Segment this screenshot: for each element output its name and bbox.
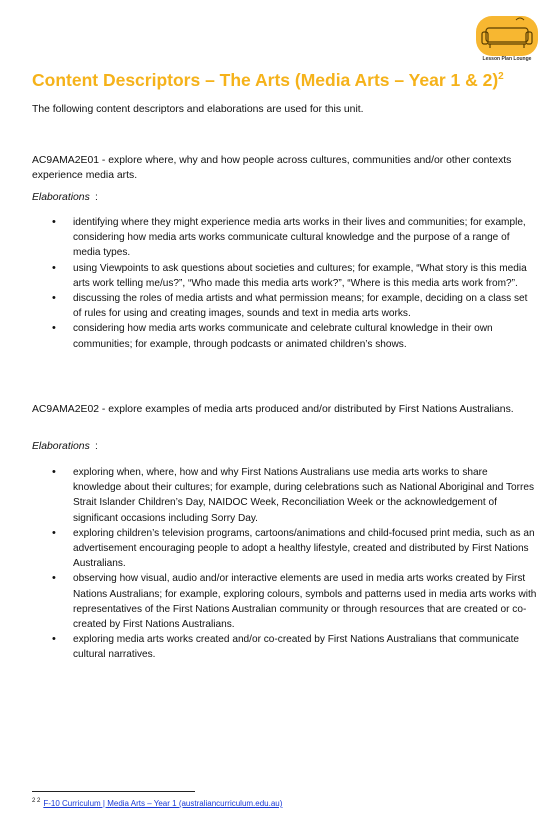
- intro-text: The following content descriptors and elaborations are used for this unit.: [32, 104, 364, 115]
- descriptor-text: - explore where, why and how people across cultures, communities and/or other contexts experience media arts.: [32, 155, 512, 181]
- list-item: • identifying where they might experience media arts works in their lives and communities; for example, considering how media arts works communicate cultural knowledge and the purpose of a range of media types.: [52, 216, 526, 259]
- footnote-link[interactable]: F-10 Curriculum | Media Arts – Year 1 (australiancurriculum.edu.au): [43, 799, 283, 808]
- elaborations-list-2: [32, 465, 537, 663]
- list-item: • considering how media arts works communicate and celebrate cultural knowledge in their own communities; for example, through podcasts or animated children’s shows.: [52, 322, 493, 350]
- list-item: • discussing the roles of media artists and what permission means; for example, deciding on a class set of rules for using and creating images, sounds and text in media arts works.: [52, 292, 528, 320]
- list-item: • observing how visual, audio and/or interactive elements are used in media arts works created by First Nations Australians; for example, exploring colours, symbols and patterns used in media arts works with representatives of the First Nations Australian community or through resources that are created or co-created by First Nations Australians.: [52, 572, 537, 631]
- logo-text: Lesson Plan Lounge: [482, 56, 532, 62]
- elaborations-label: Elaborations: [32, 192, 90, 203]
- descriptor-code: AC9AMA2E01: [32, 155, 99, 166]
- list-item: • using Viewpoints to ask questions about societies and cultures; for example, “What story is this media arts work telling me/us?”, “Who made this media arts work?”, “Where is this media arts work from?”.: [52, 261, 527, 289]
- list-item: • exploring media arts works created and/or co-created by First Nations Australians that communicate cultural narratives.: [52, 633, 520, 661]
- footnote-marker: 2 2: [32, 798, 41, 805]
- document-page: Lesson Plan Lounge Content Descriptors – The Arts (Media Arts – Year 1 & 2)$^2$ The following content descriptors and elaborations are used for this unit. AC9AMA2E01 - explore where, why and how people across cultures, communities and/or other contexts experience media arts. Elaborations : • identifying where they might experience media arts works in their lives and communities; for example, considering how media arts works communicate cultural knowledge and the purpose of a range of media types. • using Viewpoints to ask questions about societies and cultures; for example, “What story is this media arts work telling me/us?”, “Who made this media arts work?”, “Where is this media arts work from?”. • discussing the roles of media artists and what permission means; for example, deciding on a class set of rules for using and creating images, sounds and text in media arts works. • considering how media arts works communicate and celebrate cultural knowledge in their own communities; for example, through podcasts or animated children’s shows. AC9AMA2E02 - explore examples of media arts produced and/or distributed by First Nations Australians. Elaborations : • exploring when, where, how and why First Nations Australians use media arts works to share knowledge about their cultures; for example, during celebrations such as National Aboriginal and Torres Strait Islander Children’s Day, NAIDOC Week, Reconciliation Week or the acknowledgement of significant occasions including Sorry Day. • exploring children’s television programs, cartoons/animations and child-focused print media, such as an advertisement encouraging people to adopt a healthy lifestyle, created and distributed by First Nations Australians. • observing how visual, audio and/or interactive elements are used in media arts works created by First Nations Australians; for example, exploring colours, symbols and patterns used in media arts works with representatives of the First Nations Australian community or through resources that are created or co-created by First Nations Australians. • exploring media arts works created and/or co-created by First Nations Australians that communicate cultural narratives. $^{2 2}$ F-10 Curriculum | Media Arts – Year 1 (australiancurriculum.edu.au): [0, 0, 556, 825]
- content-descriptor-2: [32, 402, 527, 417]
- elaborations-label: Elaborations: [32, 441, 90, 452]
- list-item: • exploring children’s television programs, cartoons/animations and child-focused print media, such as an advertisement encouraging people to adopt a healthy lifestyle, created and distributed by First Nations Australians.: [52, 526, 535, 570]
- content-descriptor-1: [32, 153, 527, 183]
- descriptor-text: - explore examples of media arts produced and/or distributed by First Nations Australians.: [99, 404, 514, 415]
- page-title: Content Descriptors – The Arts (Media Arts – Year 1 & 2)$^2$: [32, 70, 504, 90]
- descriptor-code: AC9AMA2E02: [32, 404, 99, 415]
- elaborations-list-1: [32, 215, 537, 352]
- footnote-divider: [32, 791, 195, 792]
- footnote: [32, 799, 282, 808]
- list-item: • exploring when, where, how and why First Nations Australians use media arts works to share knowledge about their cultures; for example, during celebrations such as National Aboriginal and Torres Strait Islander Children’s Day, NAIDOC Week, Reconciliation Week or the acknowledgement of significant occasions including Sorry Day.: [52, 466, 535, 524]
